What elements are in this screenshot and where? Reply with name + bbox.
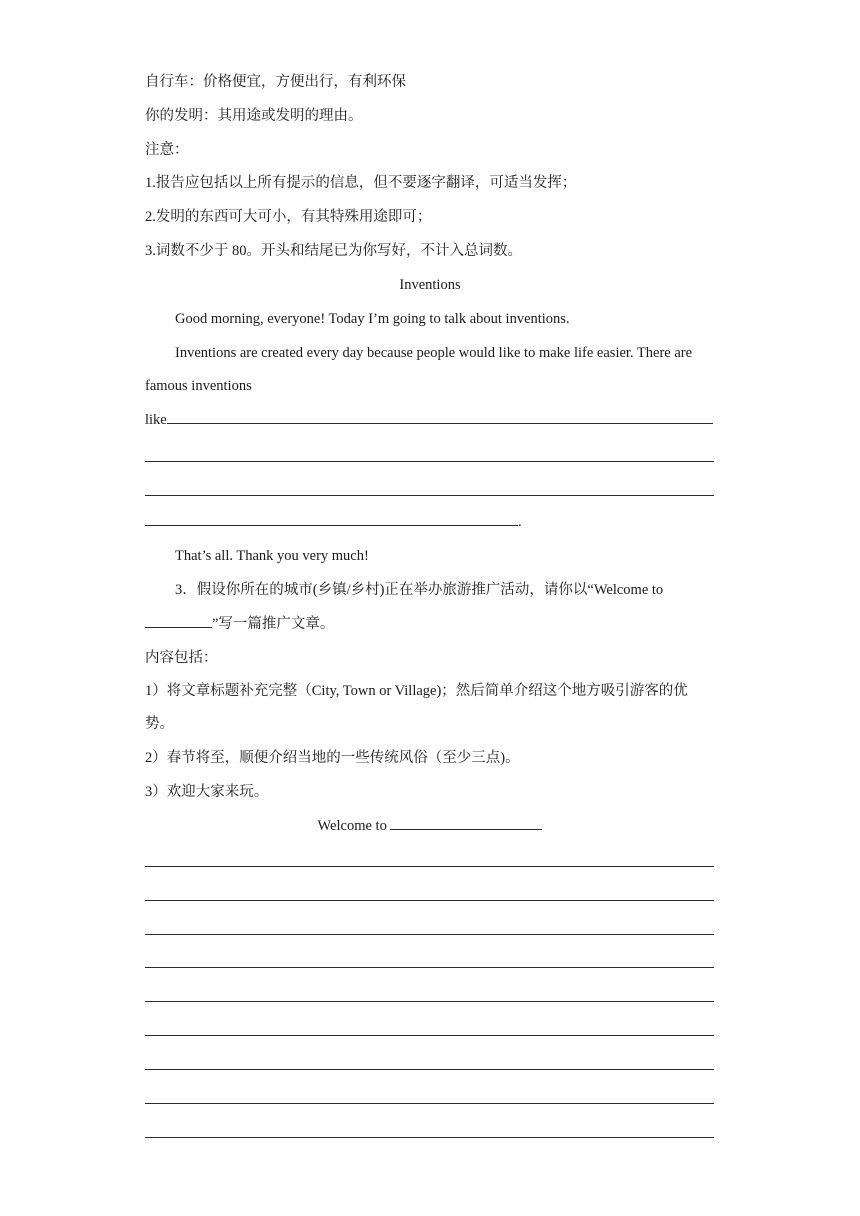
writing-line[interactable] (145, 967, 714, 968)
writing-line[interactable] (145, 1137, 714, 1138)
writing-line-like[interactable] (145, 410, 713, 430)
essay-opening: Good morning, everyone! Today I’m going to talk about inventions. (175, 311, 570, 327)
hint-your-invention: 你的发明：其用途或发明的理由。 (145, 108, 363, 124)
end-period: . (518, 514, 522, 530)
prompt-line2-suffix: ”写一篇推广文章。 (212, 616, 335, 632)
blank-rule (167, 410, 713, 424)
notes-heading: 注意： (145, 142, 189, 158)
welcome-blank[interactable] (390, 816, 542, 830)
content-item-1-cont: 势。 (145, 716, 174, 732)
question3-prompt-line2 (145, 614, 334, 634)
content-item-2: 2）春节将至，顺便介绍当地的一些传统风俗（至少三点)。 (145, 750, 520, 766)
writing-line[interactable] (145, 1001, 714, 1002)
note-item-3: 3.词数不少于 80。开头和结尾已为你写好，不计入总词数。 (145, 243, 522, 259)
writing-line[interactable] (145, 1069, 714, 1070)
writing-line[interactable] (145, 934, 714, 935)
essay-para2-line2: famous inventions (145, 378, 252, 394)
like-prefix: like (145, 412, 167, 428)
writing-line[interactable] (145, 1103, 714, 1104)
question3-prompt-line1: 3．假设你所在的城市(乡镇/乡村)正在举办旅游推广活动，请你以“Welcome to (175, 582, 664, 598)
writing-line[interactable] (145, 900, 714, 901)
note-item-1: 1.报告应包括以上所有提示的信息，但不要逐字翻译，可适当发挥； (145, 175, 577, 191)
writing-line[interactable] (145, 461, 714, 462)
essay-para2-line1: Inventions are created every day because people would like to make life easier. There are (175, 345, 693, 361)
essay-title-welcome (145, 816, 715, 836)
essay-closing: That’s all. Thank you very much! (175, 548, 369, 564)
writing-line[interactable] (145, 1035, 714, 1036)
note-item-2: 2.发明的东西可大可小，有其特殊用途即可； (145, 209, 432, 225)
writing-line[interactable] (145, 495, 714, 496)
welcome-prefix: Welcome to (317, 818, 387, 834)
blank-rule (145, 512, 518, 526)
content-heading: 内容包括： (145, 650, 218, 666)
hint-bicycle: 自行车：价格便宜，方便出行，有利环保 (145, 74, 406, 90)
essay-title-inventions: Inventions (399, 277, 461, 293)
content-item-1: 1）将文章标题补充完整（City, Town or Village)；然后简单介绍这个地方吸引游客的优 (145, 683, 688, 699)
writing-line-last[interactable] (145, 512, 522, 532)
content-item-3: 3）欢迎大家来玩。 (145, 784, 269, 800)
writing-line[interactable] (145, 866, 714, 867)
title-blank[interactable] (145, 614, 212, 628)
